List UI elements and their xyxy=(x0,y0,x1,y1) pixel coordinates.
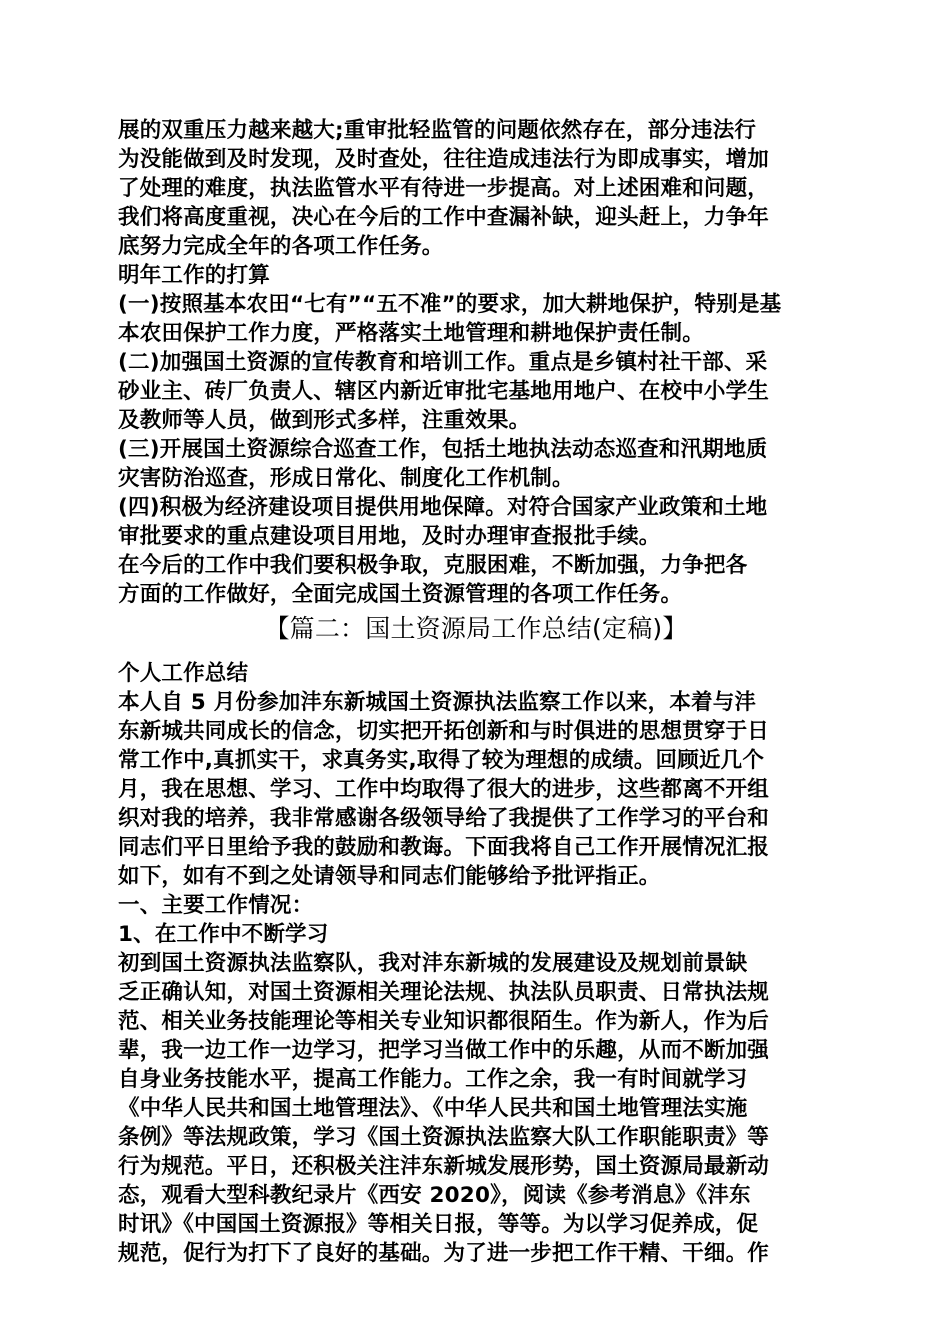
block2-line: 初到国土资源执法监察队，我对沣东新城的发展建设及规划前景缺 xyxy=(118,951,748,976)
block1-line: 展的双重压力越来越大;重审批轻监管的问题依然存在，部分违法行 xyxy=(118,118,757,143)
block1-line: 本农田保护工作力度，严格落实土地管理和耕地保护责任制。 xyxy=(118,321,704,346)
block1-line: 明年工作的打算 xyxy=(118,263,270,288)
block2-line: 一、主要工作情况： xyxy=(118,893,314,918)
block2-line: 辈，我一边工作一边学习，把学习当做工作中的乐趣，从而不断加强 xyxy=(118,1038,770,1063)
block1-line: 灾害防治巡查，形成日常化、制度化工作机制。 xyxy=(118,466,574,491)
block2-line: 条例》等法规政策，学习《国土资源执法监察大队工作职能职责》等 xyxy=(118,1125,770,1150)
block1-line: 底努力完成全年的各项工作任务。 xyxy=(118,234,444,259)
block1-line: 及教师等人员，做到形式多样，注重效果。 xyxy=(118,408,531,433)
block1-line: (一)按照基本农田“七有”“五不准”的要求，加大耕地保护，特别是基 xyxy=(118,292,782,317)
document-block-1 xyxy=(118,116,834,609)
block1-line: 审批要求的重点建设项目用地，及时办理审查报批手续。 xyxy=(118,524,661,549)
block2-line: 织对我的培养，我非常感谢各级领导给了我提供了工作学习的平台和 xyxy=(118,806,770,831)
block2-line: 乏正确认知，对国土资源相关理论法规、执法队员职责、日常执法规 xyxy=(118,980,770,1005)
block1-line: 为没能做到及时发现，及时查处，往往造成违法行为即成事实，增加 xyxy=(118,147,770,172)
block1-line: 方面的工作做好，全面完成国土资源管理的各项工作任务。 xyxy=(118,582,683,607)
block2-line: 常工作中,真抓实干，求真务实,取得了较为理想的成绩。回顾近几个 xyxy=(118,748,765,773)
block1-line: 砂业主、砖厂负责人、辖区内新近审批宅基地用地户、在校中小学生 xyxy=(118,379,770,404)
block1-line: (二)加强国土资源的宣传教育和培训工作。重点是乡镇村社干部、采 xyxy=(118,350,768,375)
block1-line: 在今后的工作中我们要积极争取，克服困难，不断加强，力争把各 xyxy=(118,553,748,578)
document-page xyxy=(118,116,834,1268)
block1-line: (三)开展国土资源综合巡查工作，包括土地执法动态巡查和汛期地质 xyxy=(118,437,768,462)
block2-line: 自身业务技能水平，提高工作能力。工作之余，我一有时间就学习 xyxy=(118,1067,748,1092)
block2-line: 如下，如有不到之处请领导和同志们能够给予批评指正。 xyxy=(118,864,661,889)
document-block-2 xyxy=(118,659,834,1268)
block2-line: 东新城共同成长的信念，切实把开拓创新和与时俱进的思想贯穿于日 xyxy=(118,719,770,744)
block2-line: 《中华人民共和国土地管理法》、《中华人民共和国土地管理法实施 xyxy=(118,1096,748,1121)
block2-line: 个人工作总结 xyxy=(118,661,249,686)
block2-line: 1、在工作中不断学习 xyxy=(118,922,329,947)
block2-line: 态，观看大型科教纪录片《西安 2020》，阅读《参考消息》《沣东 xyxy=(118,1183,751,1208)
block1-line: 我们将高度重视，决心在今后的工作中查漏补缺，迎头赶上，力争年 xyxy=(118,205,770,230)
block1-line: (四)积极为经济建设项目提供用地保障。对符合国家产业政策和土地 xyxy=(118,495,768,520)
block1-line: 了处理的难度，执法监管水平有待进一步提高。对上述困难和问题， xyxy=(118,176,770,201)
block2-line: 规范，促行为打下了良好的基础。为了进一步把工作干精、干细。作 xyxy=(118,1241,770,1266)
block2-line: 范、相关业务技能理论等相关专业知识都很陌生。作为新人，作为后 xyxy=(118,1009,770,1034)
block2-line: 时讯》《中国国土资源报》等相关日报，等等。为以学习促养成，促 xyxy=(118,1212,759,1237)
section-title: 【篇二：国土资源局工作总结(定稿)】 xyxy=(264,614,688,643)
block2-line: 同志们平日里给予我的鼓励和教诲。下面我将自己工作开展情况汇报 xyxy=(118,835,770,860)
block2-line: 行为规范。平日，还积极关注沣东新城发展形势，国土资源局最新动 xyxy=(118,1154,770,1179)
block2-line: 本人自 5 月份参加沣东新城国土资源执法监察工作以来，本着与沣 xyxy=(118,690,757,715)
block2-line: 月，我在思想、学习、工作中均取得了很大的进步，这些都离不开组 xyxy=(118,777,770,802)
